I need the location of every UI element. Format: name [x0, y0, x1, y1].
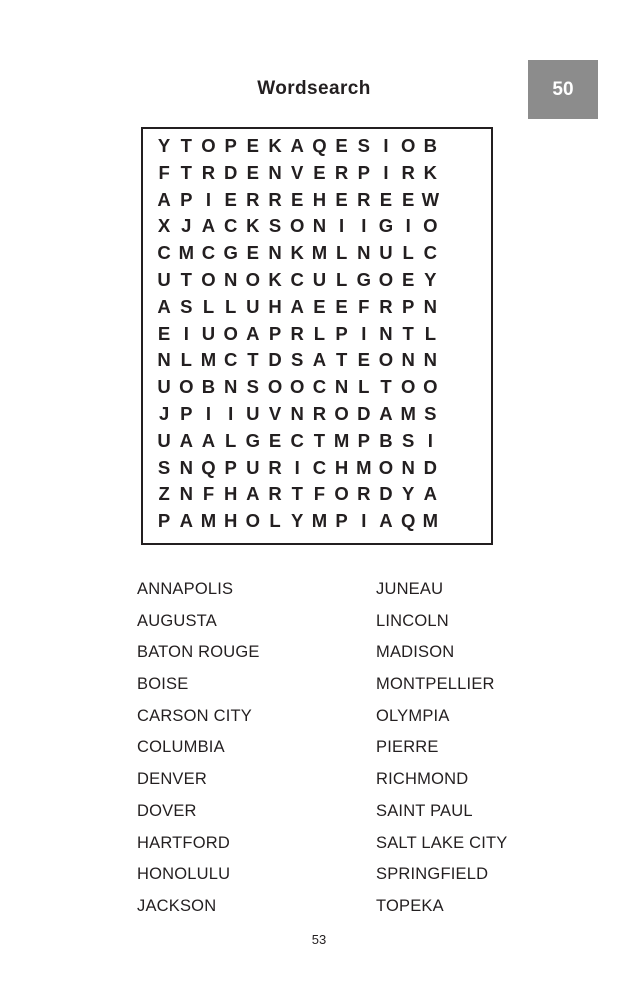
grid-letter: E	[246, 135, 260, 156]
grid-row	[153, 321, 441, 348]
grid-letter: H	[334, 456, 349, 478]
grid-row	[153, 240, 441, 267]
grid-letter: M	[311, 510, 328, 532]
grid-letter: C	[201, 242, 216, 264]
grid-letter: I	[361, 215, 367, 237]
grid-letter: I	[205, 188, 212, 210]
grid-letter: A	[201, 429, 216, 451]
grid-letter: K	[423, 161, 438, 183]
grid-row	[153, 401, 441, 428]
grid-letter: C	[223, 349, 238, 371]
grid-letter: U	[246, 295, 260, 317]
grid-letter: L	[424, 322, 436, 344]
grid-letter: I	[383, 161, 389, 183]
grid-letter: E	[401, 188, 415, 210]
grid-letter: O	[378, 456, 394, 478]
grid-letter: N	[290, 402, 304, 424]
grid-letter: N	[179, 483, 193, 505]
grid-letter: I	[228, 402, 234, 424]
grid-letter: P	[268, 322, 282, 344]
grid-row	[153, 428, 441, 455]
grid-letter: B	[423, 135, 438, 156]
grid-letter: E	[313, 161, 326, 183]
grid-letter: B	[201, 376, 216, 398]
grid-letter: H	[223, 510, 238, 532]
grid-row	[153, 294, 441, 321]
grid-letter: N	[223, 268, 238, 290]
grid-letter: P	[357, 429, 370, 451]
word-list-item: DOVER	[137, 801, 197, 820]
grid-letter: U	[379, 242, 393, 264]
grid-letter: U	[157, 429, 171, 451]
grid-letter: H	[312, 188, 327, 210]
grid-letter: E	[379, 188, 393, 210]
grid-letter: T	[180, 135, 192, 156]
grid-letter: E	[246, 242, 260, 264]
word-list-item: SPRINGFIELD	[376, 865, 489, 884]
grid-row	[153, 187, 441, 214]
grid-letter: P	[180, 188, 193, 210]
grid-letter: R	[268, 483, 282, 505]
grid-letter: G	[245, 429, 261, 451]
grid-row	[153, 374, 441, 401]
word-list-item: RICHMOND	[376, 770, 469, 789]
grid-letter: N	[423, 295, 438, 317]
grid-letter: P	[224, 456, 237, 478]
grid-letter: E	[335, 135, 348, 156]
grid-letter: O	[400, 135, 416, 156]
grid-letter: R	[357, 188, 371, 210]
grid-letter: R	[312, 402, 327, 424]
grid-letter: U	[312, 268, 327, 290]
grid-letter: O	[223, 322, 238, 344]
grid-letter: P	[401, 295, 415, 317]
grid-row	[153, 267, 441, 294]
grid-letter: S	[424, 402, 437, 424]
word-list-item: OLYMPIA	[376, 706, 450, 725]
grid-letter: V	[291, 161, 304, 183]
grid-letter: A	[423, 483, 438, 505]
grid-letter: R	[401, 161, 415, 183]
grid-letter: I	[294, 456, 300, 478]
word-list-right	[376, 574, 508, 923]
page-number: 53	[311, 932, 327, 947]
grid-letter: T	[180, 161, 192, 183]
grid-letter: R	[268, 456, 282, 478]
grid-letter: I	[361, 322, 367, 344]
grid-letter: A	[179, 510, 193, 532]
grid-row	[153, 455, 441, 482]
grid-letter: Y	[291, 510, 304, 532]
grid-letter: Z	[158, 483, 170, 505]
word-list-item: AUGUSTA	[137, 611, 217, 630]
grid-letter: R	[201, 161, 216, 183]
grid-letter: E	[268, 429, 282, 451]
grid-letter: Q	[201, 456, 216, 478]
grid-letter: C	[290, 429, 304, 451]
grid-letter: L	[335, 242, 348, 264]
grid-letter: G	[378, 215, 394, 237]
page-title: Wordsearch	[257, 78, 371, 99]
grid-letter: E	[313, 295, 326, 317]
grid-letter: I	[427, 429, 433, 451]
grid-letter: C	[423, 242, 438, 264]
grid-letter: Y	[401, 483, 415, 505]
letter-grid	[153, 133, 441, 535]
grid-letter: R	[379, 295, 393, 317]
grid-letter: P	[335, 510, 348, 532]
grid-letter: U	[246, 402, 260, 424]
grid-letter: P	[335, 322, 348, 344]
grid-letter: E	[224, 188, 237, 210]
grid-letter: T	[313, 429, 326, 451]
grid-letter: M	[311, 242, 328, 264]
grid-letter: N	[334, 376, 349, 398]
grid-letter: K	[246, 215, 260, 237]
grid-letter: M	[200, 510, 217, 532]
grid-letter: A	[179, 429, 193, 451]
word-list-item: SALT LAKE CITY	[376, 833, 508, 852]
word-list-item: PIERRE	[376, 738, 439, 757]
grid-letter: O	[290, 215, 305, 237]
grid-letter: A	[312, 349, 327, 371]
grid-letter: J	[181, 215, 192, 237]
word-list-item: DENVER	[137, 770, 207, 789]
grid-letter: O	[423, 215, 438, 237]
grid-letter: O	[201, 135, 216, 156]
grid-letter: L	[335, 268, 348, 290]
word-list-item: LINCOLN	[376, 611, 449, 630]
grid-letter: N	[179, 456, 193, 478]
grid-letter: D	[223, 161, 238, 183]
grid-letter: P	[157, 510, 171, 532]
grid-letter: T	[291, 483, 303, 505]
grid-letter: L	[402, 242, 414, 264]
grid-letter: U	[157, 268, 171, 290]
grid-letter: O	[334, 402, 349, 424]
grid-letter: P	[224, 135, 237, 156]
word-list-item: ANNAPOLIS	[137, 580, 234, 598]
grid-letter: O	[179, 376, 194, 398]
grid-letter: B	[379, 429, 393, 451]
grid-letter: M	[422, 510, 439, 532]
grid-letter: O	[334, 483, 349, 505]
grid-letter: V	[268, 402, 282, 424]
grid-letter: S	[357, 135, 370, 156]
puzzle-number-badge: 50	[528, 60, 598, 119]
word-list-item: HARTFORD	[137, 833, 230, 852]
grid-letter: O	[378, 268, 394, 290]
grid-letter: D	[423, 456, 438, 478]
grid-letter: S	[180, 295, 193, 317]
grid-letter: F	[313, 483, 326, 505]
grid-row	[153, 481, 441, 508]
grid-letter: A	[201, 215, 216, 237]
grid-letter: U	[246, 456, 260, 478]
grid-letter: A	[246, 322, 260, 344]
grid-letter: N	[357, 242, 371, 264]
grid-letter: T	[380, 376, 392, 398]
grid-letter: O	[400, 376, 416, 398]
grid-letter: E	[157, 322, 171, 344]
word-list-item: COLUMBIA	[137, 738, 225, 757]
grid-letter: E	[401, 268, 415, 290]
grid-letter: N	[423, 349, 438, 371]
grid-letter: C	[290, 268, 304, 290]
grid-letter: C	[312, 376, 327, 398]
word-list-item: MADISON	[376, 643, 455, 662]
letter-grid-frame	[141, 127, 493, 545]
grid-letter: L	[225, 429, 237, 451]
grid-letter: J	[158, 402, 170, 424]
grid-letter: L	[269, 510, 281, 532]
grid-letter: P	[357, 161, 370, 183]
grid-letter: I	[183, 322, 189, 344]
grid-letter: Q	[312, 135, 327, 156]
word-list-item: JUNEAU	[376, 580, 444, 598]
grid-letter: R	[268, 188, 282, 210]
grid-letter: S	[291, 349, 304, 371]
grid-letter: C	[157, 242, 171, 264]
grid-letter: C	[223, 215, 238, 237]
grid-letter: L	[313, 322, 326, 344]
grid-letter: Q	[400, 510, 416, 532]
grid-letter: A	[290, 295, 304, 317]
grid-letter: D	[268, 349, 282, 371]
grid-letter: O	[267, 376, 283, 398]
word-list-item: BOISE	[137, 675, 189, 694]
grid-letter: T	[180, 268, 192, 290]
grid-letter: M	[356, 456, 372, 478]
grid-letter: L	[225, 295, 237, 317]
grid-letter: R	[290, 322, 304, 344]
word-list-item: HONOLULU	[137, 865, 231, 884]
grid-letter: S	[246, 376, 260, 398]
grid-letter: Y	[424, 268, 437, 290]
grid-letter: S	[157, 456, 171, 478]
grid-letter: N	[312, 215, 327, 237]
grid-letter: M	[333, 429, 350, 451]
grid-letter: A	[379, 402, 393, 424]
grid-letter: A	[157, 295, 171, 317]
grid-letter: P	[180, 402, 193, 424]
grid-letter: R	[334, 161, 349, 183]
grid-letter: T	[335, 349, 348, 371]
grid-letter: E	[335, 188, 348, 210]
grid-letter: I	[339, 215, 345, 237]
grid-letter: N	[379, 322, 393, 344]
grid-letter: L	[180, 349, 192, 371]
grid-letter: O	[201, 268, 216, 290]
grid-letter: K	[268, 135, 282, 156]
grid-letter: E	[291, 188, 304, 210]
word-list-item: MONTPELLIER	[376, 675, 495, 694]
word-list-item: JACKSON	[137, 896, 217, 915]
grid-letter: H	[223, 483, 238, 505]
grid-letter: T	[247, 349, 259, 371]
grid-letter: N	[268, 242, 282, 264]
grid-row	[153, 160, 441, 187]
grid-row	[153, 508, 441, 535]
grid-letter: O	[245, 268, 261, 290]
word-list-item: BATON ROUGE	[137, 643, 260, 662]
grid-letter: D	[379, 483, 393, 505]
grid-letter: M	[400, 402, 416, 424]
word-list-item: CARSON CITY	[137, 706, 252, 725]
grid-letter: G	[223, 242, 238, 264]
grid-letter: F	[158, 161, 170, 183]
grid-letter: M	[200, 349, 217, 371]
grid-letter: G	[356, 268, 371, 290]
grid-letter: N	[268, 161, 282, 183]
grid-letter: W	[421, 188, 440, 210]
grid-letter: F	[358, 295, 370, 317]
grid-letter: N	[157, 349, 171, 371]
grid-letter: C	[312, 456, 327, 478]
grid-letter: K	[290, 242, 304, 264]
grid-letter: T	[402, 322, 414, 344]
word-list-item: SAINT PAUL	[376, 801, 473, 820]
grid-row	[153, 213, 441, 240]
word-list-left	[137, 574, 260, 923]
grid-letter: N	[223, 376, 238, 398]
grid-letter: K	[268, 268, 282, 290]
grid-letter: I	[205, 402, 212, 424]
grid-letter: D	[357, 402, 371, 424]
grid-letter: N	[401, 456, 415, 478]
grid-letter: R	[246, 188, 260, 210]
grid-row	[153, 347, 441, 374]
grid-letter: L	[358, 376, 370, 398]
grid-letter: L	[202, 295, 215, 317]
grid-letter: E	[246, 161, 260, 183]
grid-letter: O	[423, 376, 438, 398]
grid-letter: I	[405, 215, 411, 237]
grid-letter: H	[268, 295, 282, 317]
grid-letter: M	[178, 242, 194, 264]
grid-letter: A	[246, 483, 260, 505]
grid-letter: U	[201, 322, 216, 344]
grid-row	[153, 133, 441, 160]
grid-letter: X	[157, 215, 171, 237]
grid-letter: A	[157, 188, 171, 210]
grid-letter: I	[383, 135, 389, 156]
grid-letter: O	[290, 376, 305, 398]
grid-letter: U	[157, 376, 171, 398]
word-list-item: TOPEKA	[376, 896, 444, 915]
grid-letter: O	[378, 349, 394, 371]
grid-letter: A	[290, 135, 304, 156]
grid-letter: S	[401, 429, 415, 451]
grid-letter: A	[379, 510, 393, 532]
grid-letter: N	[401, 349, 415, 371]
grid-letter: O	[245, 510, 261, 532]
grid-letter: I	[361, 510, 367, 532]
grid-letter: F	[202, 483, 215, 505]
grid-letter: S	[268, 215, 282, 237]
grid-letter: R	[357, 483, 371, 505]
grid-letter: E	[357, 349, 370, 371]
grid-letter: Y	[157, 135, 171, 156]
grid-letter: E	[335, 295, 348, 317]
